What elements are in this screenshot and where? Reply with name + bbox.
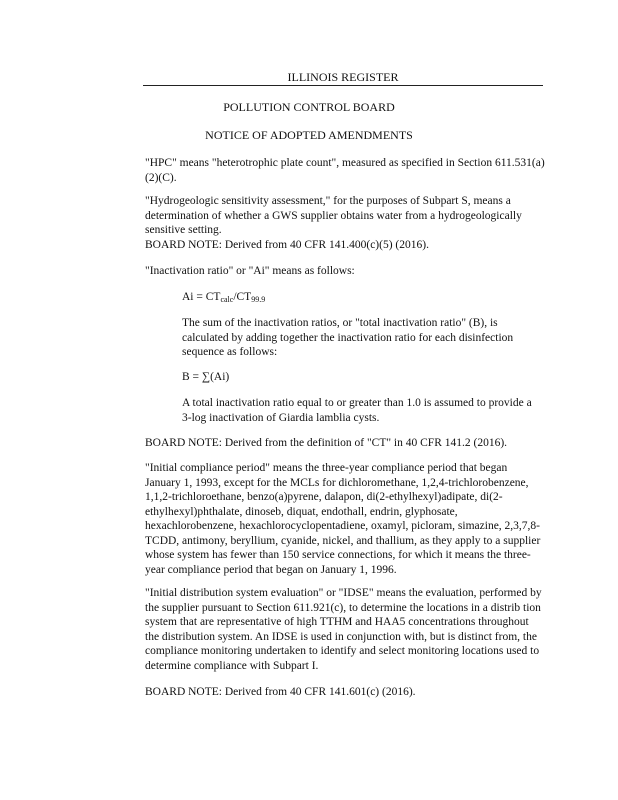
formula-b: B = ∑(Ai)	[182, 371, 230, 383]
formula-ai-sub-calc: calc	[220, 295, 234, 304]
hsa-board-note: BOARD NOTE: Derived from 40 CFR 141.400(c)(5) (2016).	[145, 239, 429, 251]
register-header: ILLINOIS REGISTER	[287, 70, 399, 84]
board-title: POLLUTION CONTROL BOARD	[223, 100, 395, 114]
formula-ai	[182, 290, 544, 305]
initial-compliance-period-definition: "Initial compliance period" means the three-year compliance period that began January 1, 1993, except for the MCLs for dichloromethane, 1,2,4-trichlorobenzene, 1,1,2-trichloroethane, benzo(a)pyrene, dalapon, di(2-ethylhexyl)adipate, di(2-ethylhexyl)phthalate, dinoseb, diquat, endothall, endrin, glyphosate, hexachlorobenzene, hexachlorocyclopentadiene, oxamyl, picloram, simazine, 2,3,7,8-TCDD, antimony, beryllium, cyanide, nickel, and thallium, as they apply to a supplier whose system has fewer than 150 service connections, for which it means the three-year compliance period that began on January 1, 1996.	[145, 462, 541, 576]
header-rule	[143, 85, 543, 86]
hpc-definition: "HPC" means "heterotrophic plate count", measured as specified in Section 611.531(a)(2)(C).	[145, 157, 545, 184]
inactivation-ratio-intro: "Inactivation ratio" or "Ai" means as follows:	[145, 265, 355, 277]
sum-of-ratios-text: The sum of the inactivation ratios, or "total inactivation ratio" (B), is calculated by adding together the inactivation ratio for each disinfection sequence as follows:	[182, 317, 514, 358]
notice-title: NOTICE OF ADOPTED AMENDMENTS	[205, 128, 413, 142]
inactivation-board-note: BOARD NOTE: Derived from the definition of "CT" in 40 CFR 141.2 (2016).	[145, 437, 508, 449]
formula-ai-lhs: Ai = CT	[182, 291, 221, 303]
formula-ai-mid: /CT	[233, 291, 252, 303]
hsa-definition: "Hydrogeologic sensitivity assessment," for the purposes of Subpart S, means a determination of whether a GWS supplier obtains water from a hydrogeologically sensitive setting.	[145, 195, 522, 236]
total-ratio-text: A total inactivation ratio equal to or greater than 1.0 is assumed to provide a 3-log inactivation of Giardia lamblia cysts.	[182, 397, 532, 424]
idse-board-note: BOARD NOTE: Derived from 40 CFR 141.601(c) (2016).	[145, 686, 416, 698]
formula-ai-sub-999: 99.9	[251, 295, 266, 304]
idse-definition: "Initial distribution system evaluation" or "IDSE" means the evaluation, performed by the supplier pursuant to Section 611.921(c), to determine the locations in a distrib tion system that are representative of high TTHM and HAA5 concentrations throughout the distribution system. An IDSE is used in conjunction with, but is distinct from, the compliance monitoring undertaken to identify and select monitoring locations used to determine compliance with Subpart I.	[145, 587, 542, 672]
